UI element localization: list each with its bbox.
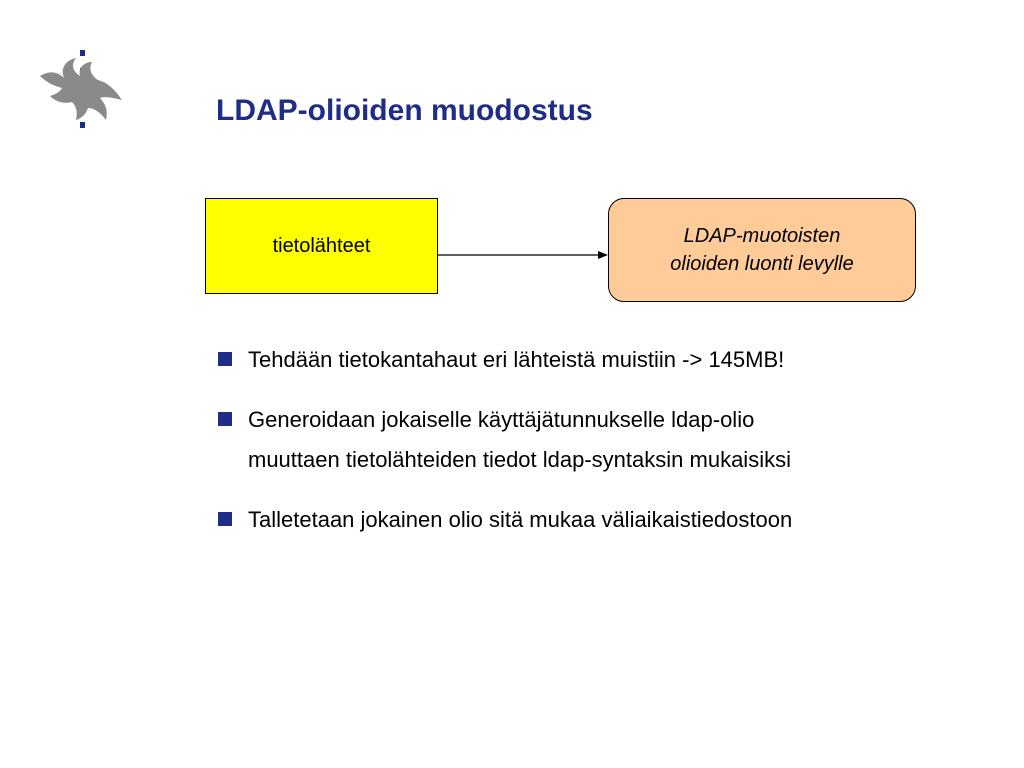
bullet-square-icon bbox=[218, 512, 232, 526]
bullet-text: Tehdään tietokantahaut eri lähteistä muistiin -> 145MB! bbox=[248, 347, 785, 372]
bullet-item bbox=[216, 500, 996, 540]
bullet-text: Talletetaan jokainen olio sitä mukaa väliaikaistiedostoon bbox=[248, 507, 793, 532]
bullet-text: Generoidaan jokaiselle käyttäjätunnukselle ldap-olio bbox=[248, 407, 755, 432]
bullet-text: muuttaen tietolähteiden tiedot ldap-syntaksin mukaisiksi bbox=[248, 447, 791, 472]
source-box-label: tietolähteet bbox=[272, 234, 371, 257]
bullet-square-icon bbox=[218, 412, 232, 426]
source-box bbox=[205, 198, 438, 294]
target-box-line2: olioiden luonti levylle bbox=[670, 253, 854, 275]
bullet-list bbox=[216, 340, 996, 560]
slide-title: LDAP-olioiden muodostus bbox=[216, 94, 593, 127]
arrow-right-icon bbox=[438, 245, 610, 265]
bullet-square-icon bbox=[218, 352, 232, 366]
bullet-item bbox=[216, 340, 996, 380]
target-box-line1: LDAP-muotoisten bbox=[683, 225, 841, 247]
bullet-item bbox=[216, 400, 996, 480]
university-flame-logo-icon bbox=[36, 46, 126, 136]
target-box bbox=[608, 198, 916, 302]
